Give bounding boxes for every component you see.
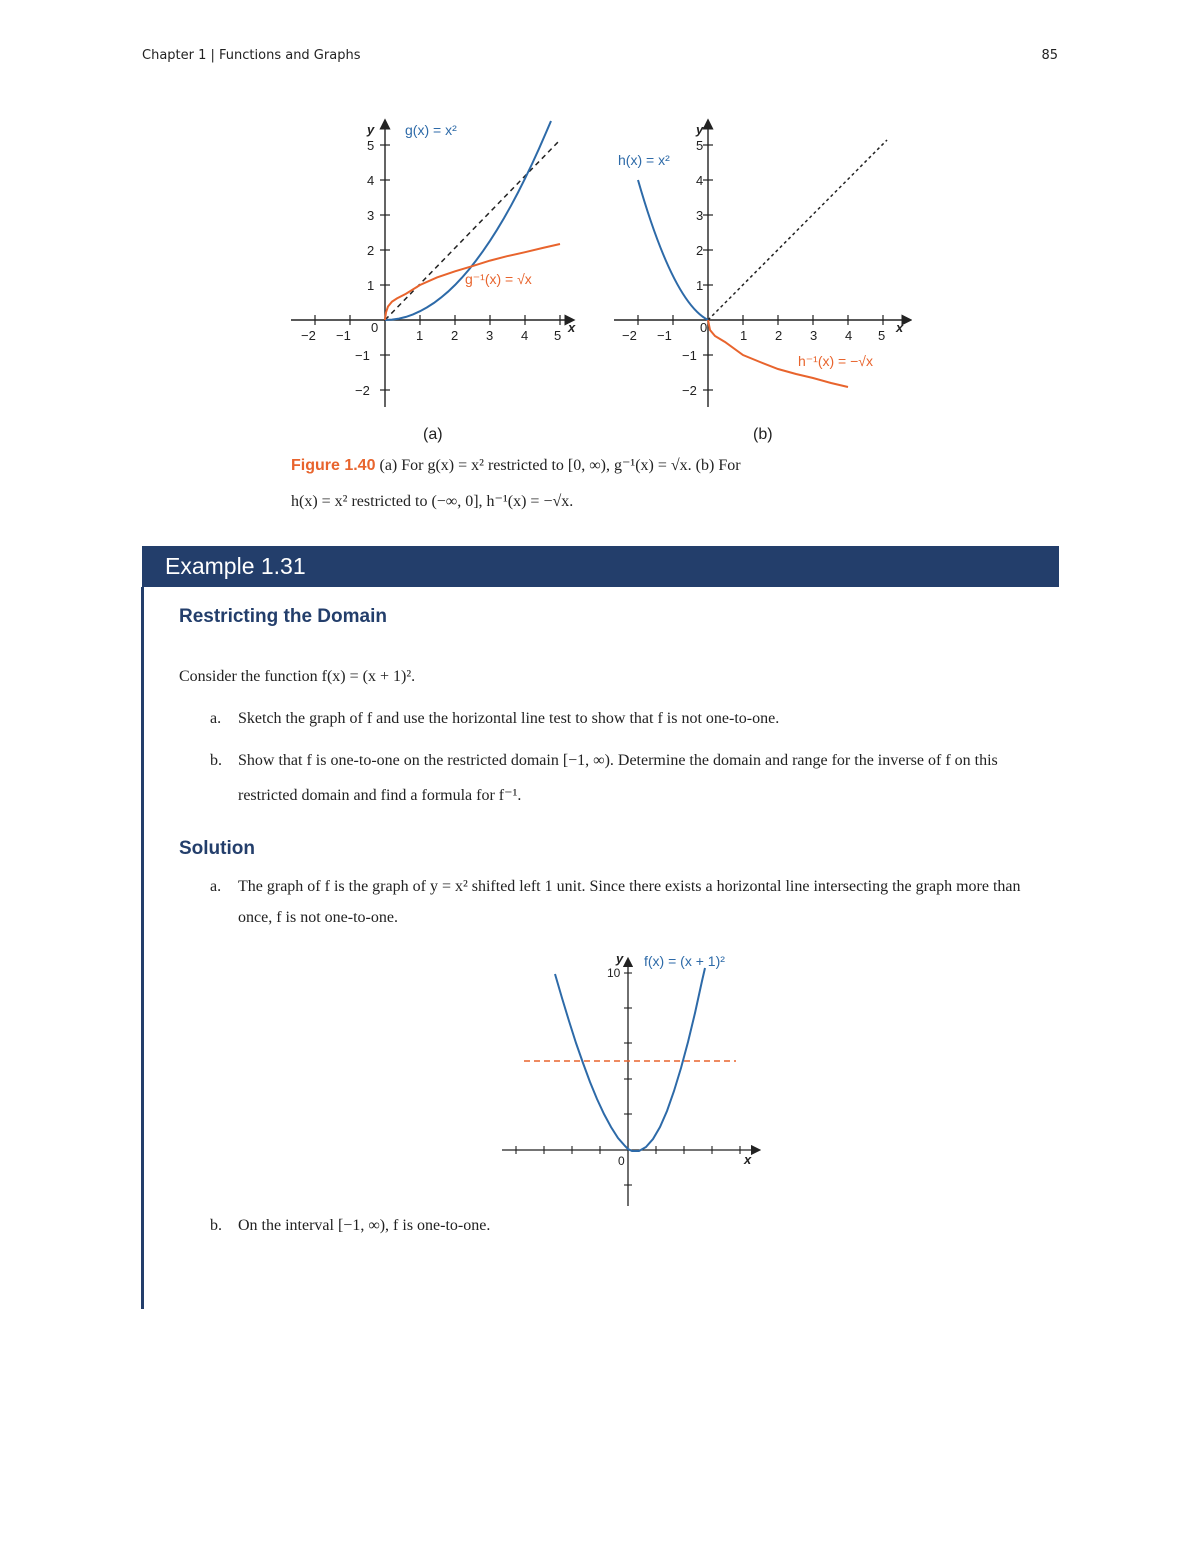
y-tick-label: 5 <box>367 138 375 153</box>
parabola-graph <box>500 946 770 1211</box>
example-left-rule <box>141 587 144 1309</box>
graph-panel-a <box>285 112 585 412</box>
x-tick-label: 3 <box>810 328 818 343</box>
y-tick-label: 4 <box>696 173 704 188</box>
list-item-text: Sketch the graph of f and use the horizontal line test to show that f is not one-to-one. <box>238 710 780 727</box>
y-tick-label: 10 <box>607 966 621 980</box>
caption-text-1: (a) For g(x) = x² restricted to [0, ∞), g⁻¹(x) = √x. (b) For <box>379 457 741 474</box>
x-tick-label: 2 <box>451 328 459 343</box>
g-curve-label: g(x) = x² <box>405 122 457 138</box>
list-item <box>210 743 1025 809</box>
list-item-label: a. <box>210 710 222 727</box>
y-tick-label: 1 <box>367 278 375 293</box>
x-tick-label: 5 <box>554 328 562 343</box>
y-tick-label: 1 <box>696 278 704 293</box>
h-inverse-label: h⁻¹(x) = −√x <box>798 353 873 369</box>
panel-a-label: (a) <box>423 426 443 443</box>
y-tick-label: −2 <box>682 383 697 398</box>
y-tick-label: 4 <box>367 173 375 188</box>
origin-label: 0 <box>700 320 708 335</box>
y-axis-label: y <box>616 951 624 966</box>
y-tick-label: 2 <box>367 243 375 258</box>
x-tick-label: 2 <box>775 328 783 343</box>
example-title: Restricting the Domain <box>179 606 387 627</box>
caption-text-2: h(x) = x² restricted to (−∞, 0], h⁻¹(x) = −√x. <box>291 493 574 510</box>
page-number: 85 <box>1041 48 1058 63</box>
x-axis-label: x <box>568 320 576 335</box>
list-item-label: a. <box>210 878 222 895</box>
identity-line <box>708 140 887 320</box>
x-tick-label: 1 <box>740 328 748 343</box>
x-tick-label: 4 <box>521 328 529 343</box>
y-tick-label: 2 <box>696 243 704 258</box>
x-tick-label: 3 <box>486 328 494 343</box>
f-curve <box>555 968 705 1151</box>
y-tick-label: −1 <box>682 348 697 363</box>
h-curve-label: h(x) = x² <box>618 152 670 168</box>
y-tick-label: 3 <box>367 208 375 223</box>
list-item-text: Show that f is one-to-one on the restricted domain [−1, ∞). Determine the domain and range for the inverse of f on this restricted domain and find a formula for f⁻¹. <box>238 752 998 804</box>
example-intro: Consider the function f(x) = (x + 1)². <box>179 668 416 685</box>
graph-panel-b <box>612 112 912 412</box>
running-header: Chapter 1 | Functions and Graphs <box>142 48 361 63</box>
panel-b-label: (b) <box>753 426 773 443</box>
x-tick-label: −2 <box>622 328 637 343</box>
list-item <box>210 1210 1025 1241</box>
list-item-text: The graph of f is the graph of y = x² shifted left 1 unit. Since there exists a horizontal line intersecting the graph more than once, f is not one-to-one. <box>238 878 1021 926</box>
origin-label: 0 <box>371 320 379 335</box>
x-tick-label: 1 <box>416 328 424 343</box>
origin-label: 0 <box>618 1154 625 1168</box>
list-item <box>210 703 1025 734</box>
list-item-text: On the interval [−1, ∞), f is one-to-one. <box>238 1217 491 1234</box>
y-tick-label: 5 <box>696 138 704 153</box>
identity-line <box>385 140 560 320</box>
caption-line-1 <box>291 448 891 484</box>
f-curve-label: f(x) = (x + 1)² <box>644 953 725 969</box>
x-tick-label: −1 <box>336 328 351 343</box>
y-axis-label: y <box>696 122 704 137</box>
solution-title: Solution <box>179 838 255 859</box>
x-tick-label: 4 <box>845 328 853 343</box>
figure-number: Figure 1.40 <box>291 457 376 474</box>
g-inverse-label: g⁻¹(x) = √x <box>465 271 532 287</box>
list-item-label: b. <box>210 1217 222 1234</box>
list-item <box>210 871 1025 933</box>
y-axis-label: y <box>367 122 375 137</box>
list-item-label: b. <box>210 752 222 769</box>
x-tick-label: −2 <box>301 328 316 343</box>
example-header: Example 1.31 <box>142 546 1059 587</box>
x-tick-label: 5 <box>878 328 886 343</box>
y-tick-label: 3 <box>696 208 704 223</box>
x-axis-label: x <box>896 320 904 335</box>
x-axis-label: x <box>744 1152 752 1167</box>
y-tick-label: −2 <box>355 383 370 398</box>
y-tick-label: −1 <box>355 348 370 363</box>
figure-caption <box>291 448 891 520</box>
x-tick-label: −1 <box>657 328 672 343</box>
